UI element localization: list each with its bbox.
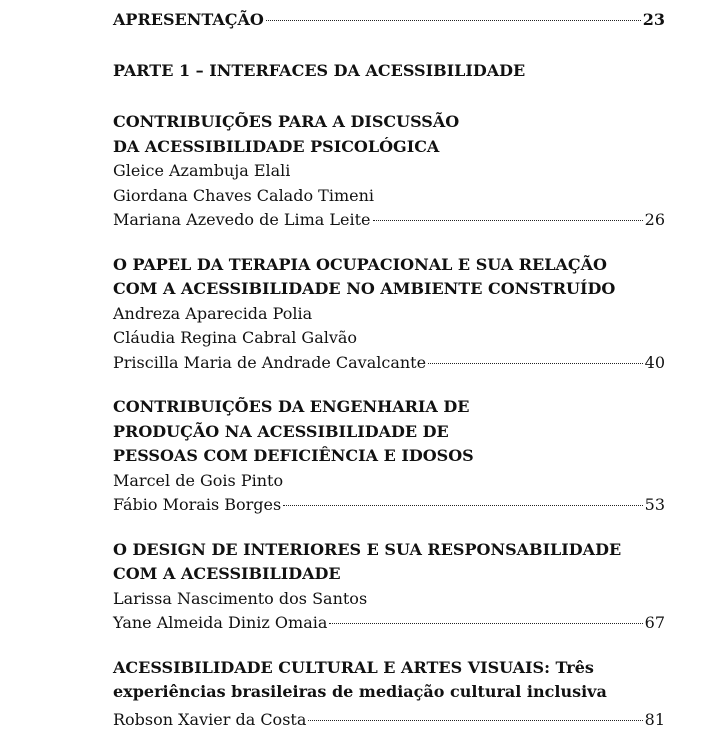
entry-author: Cláudia Regina Cabral Galvão	[113, 328, 358, 347]
entry-title-line: DA ACESSIBILIDADE PSICOLÓGICA	[113, 136, 440, 156]
part-heading: PARTE 1 – INTERFACES DA ACESSIBILIDADE	[113, 60, 526, 80]
entry-title-line: CONTRIBUIÇÕES DA ENGENHARIA DE	[113, 397, 470, 416]
dot-leader	[428, 363, 643, 364]
entry-author: Larissa Nascimento dos Santos	[113, 588, 368, 608]
entry-title-line: experiências brasileiras de mediação cultural inclusiva	[113, 682, 607, 701]
toc-entry[interactable]	[113, 110, 665, 233]
entry-author: Yane Almeida Diniz Omaia	[113, 613, 328, 632]
table-of-contents	[113, 8, 665, 732]
entry-title-line: O PAPEL DA TERAPIA OCUPACIONAL E SUA RELAÇÃO	[113, 254, 607, 274]
dot-leader	[308, 720, 642, 721]
entry-author: Fábio Morais Borges	[113, 495, 282, 514]
entry-author: Robson Xavier da Costa	[113, 709, 307, 729]
entry-title-line: PESSOAS COM DEFICIÊNCIA E IDOSOS	[113, 446, 474, 465]
entry-title-line: ACESSIBILIDADE CULTURAL E ARTES VISUAIS: Três	[113, 657, 594, 677]
toc-entry[interactable]	[113, 538, 665, 636]
toc-entry[interactable]	[113, 253, 665, 376]
entry-page-number: 40	[644, 352, 665, 372]
toc-entry[interactable]	[113, 395, 665, 518]
entry-title-line: CONTRIBUIÇÕES PARA A DISCUSSÃO	[113, 112, 460, 131]
entry-last-author-line	[113, 351, 665, 376]
entry-author: Marcel de Gois Pinto	[113, 470, 284, 490]
dot-leader	[373, 220, 643, 221]
entry-author: Giordana Chaves Calado Timeni	[113, 185, 375, 205]
entry-title-line: COM A ACESSIBILIDADE NO AMBIENTE CONSTRUÍDO	[113, 279, 616, 298]
entry-author: Priscilla Maria de Andrade Cavalcante	[113, 352, 427, 372]
entry-last-author-line	[113, 708, 665, 733]
entry-author: Mariana Azevedo de Lima Leite	[113, 210, 371, 229]
entry-last-author-line	[113, 611, 665, 636]
entry-page-number: 81	[644, 709, 665, 729]
dot-leader	[266, 20, 641, 21]
entry-page-number: 53	[644, 495, 665, 514]
entry-title-line: COM A ACESSIBILIDADE	[113, 564, 341, 583]
entry-author: Andreza Aparecida Polia	[113, 303, 313, 323]
entry-title-line: PRODUÇÃO NA ACESSIBILIDADE DE	[113, 421, 449, 441]
intro-title: APRESENTAÇÃO	[113, 10, 264, 29]
toc-entry[interactable]	[113, 656, 665, 733]
dot-leader	[329, 623, 642, 624]
entry-last-author-line	[113, 208, 665, 233]
dot-leader	[283, 505, 642, 506]
entry-author: Gleice Azambuja Elali	[113, 161, 291, 180]
entry-last-author-line	[113, 493, 665, 518]
intro-page-number: 23	[642, 10, 665, 29]
toc-entry-intro[interactable]	[113, 8, 665, 33]
entry-page-number: 67	[644, 613, 665, 632]
entry-page-number: 26	[644, 210, 665, 229]
entry-title-line: O DESIGN DE INTERIORES E SUA RESPONSABILIDADE	[113, 539, 622, 559]
